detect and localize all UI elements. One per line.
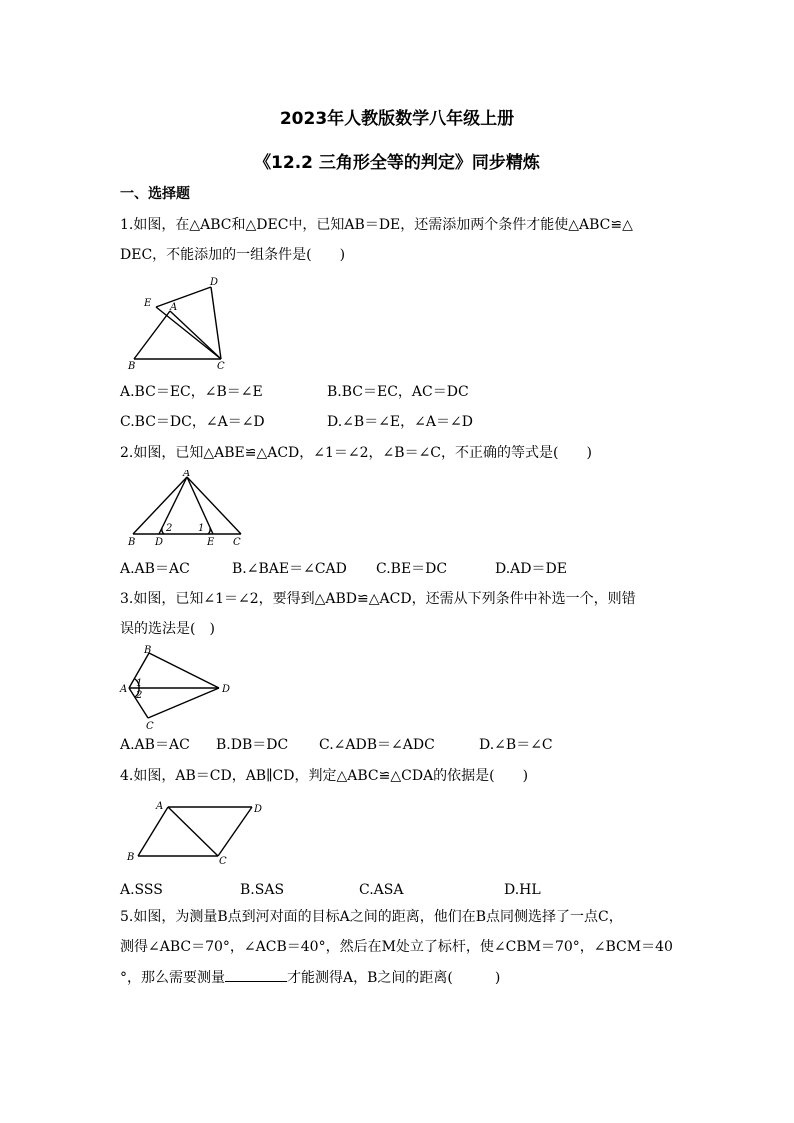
q5-text-line2: 测得∠ABC＝70°，∠ACB＝40°，然后在M处立了标杆，使∠CBM＝70°，∠BCM＝40 (120, 939, 673, 955)
q4-option-c: C.ASA (359, 882, 404, 898)
q4-option-d: D.HL (504, 882, 541, 898)
q3-text-line2: 误的选法是( ) (120, 621, 215, 637)
q2-label-angle2: 2 (166, 523, 173, 534)
q5-text-line3 (120, 967, 500, 988)
q4-text-line1: 4.如图，AB＝CD，AB∥CD，判定△ABC≌△CDA的依据是( ) (120, 768, 529, 784)
q2-label-a: A (183, 470, 191, 479)
q3-option-a: A.AB＝AC (120, 737, 190, 753)
q2-text-line1: 2.如图，已知△ABE≌△ACD，∠1＝∠2，∠B＝∠C，不正确的等式是( ) (120, 445, 592, 461)
q5-text-line3-end: 才能测得A，B之间的距离( ) (287, 970, 501, 986)
q1-text-line2: DEC，不能添加的一组条件是( ) (120, 247, 346, 263)
q5-text-line3-start: °，那么需要测量 (120, 970, 225, 986)
q1-label-b: B (128, 361, 136, 372)
q4-option-b: B.SAS (240, 882, 285, 898)
q2-label-e: E (207, 537, 215, 548)
q4-label-a: A (156, 801, 164, 812)
q1-option-c: C.BC＝DC，∠A＝∠D (120, 414, 265, 430)
q3-label-angle2: 2 (136, 690, 143, 701)
q2-option-d: D.AD＝DE (495, 561, 567, 577)
q2-label-d: D (155, 537, 164, 548)
q1-figure (120, 275, 240, 375)
q2-label-c: C (233, 537, 241, 548)
q2-option-a: A.AB＝AC (120, 561, 190, 577)
q3-text-line1: 3.如图，已知∠1＝∠2，要得到△ABD≌△ACD，还需从下列条件中补选一个，则错 (120, 591, 636, 607)
q1-label-e: E (144, 298, 152, 309)
q1-option-d: D.∠B＝∠E，∠A＝∠D (327, 414, 473, 430)
section-heading: 一、选择题 (120, 186, 190, 202)
q4-label-b: B (127, 852, 135, 863)
q3-label-a: A (120, 684, 128, 695)
q3-option-d: D.∠B＝∠C (479, 737, 553, 753)
q3-label-d: D (222, 684, 231, 695)
q2-figure (125, 470, 250, 548)
q1-option-a: A.BC＝EC，∠B＝∠E (120, 384, 263, 400)
q2-option-b: B.∠BAE＝∠CAD (232, 561, 347, 577)
q1-label-d: D (210, 277, 219, 288)
q1-label-c: C (217, 361, 225, 372)
q3-label-c: C (146, 721, 154, 731)
q4-option-a: A.SSS (120, 882, 163, 898)
q3-option-c: C.∠ADB＝∠ADC (319, 737, 435, 753)
q2-label-b: B (128, 537, 136, 548)
q3-label-angle1: 1 (136, 678, 143, 689)
q5-answer-blank (225, 967, 287, 982)
q1-text-line1: 1.如图，在△ABC和△DEC中，已知AB＝DE，还需添加两个条件才能使△ABC≌△ (120, 217, 633, 233)
q4-label-c: C (219, 856, 227, 867)
q3-figure (116, 643, 236, 731)
page-title: 2023年人教版数学八年级上册 (279, 109, 515, 129)
page-subtitle: 《12.2 三角形全等的判定》同步精炼 (254, 153, 540, 173)
q1-label-a: A (170, 302, 178, 313)
q2-label-angle1: 1 (198, 523, 205, 534)
q3-label-b: B (144, 645, 152, 656)
q5-text-line1: 5.如图，为测量B点到河对面的目标A之间的距离，他们在B点同侧选择了一点C， (120, 909, 623, 925)
q1-option-b: B.BC＝EC，AC＝DC (327, 384, 469, 400)
q2-option-c: C.BE＝DC (376, 561, 448, 577)
q3-option-b: B.DB＝DC (216, 737, 289, 753)
q4-label-d: D (254, 804, 263, 815)
q4-figure (120, 797, 270, 869)
